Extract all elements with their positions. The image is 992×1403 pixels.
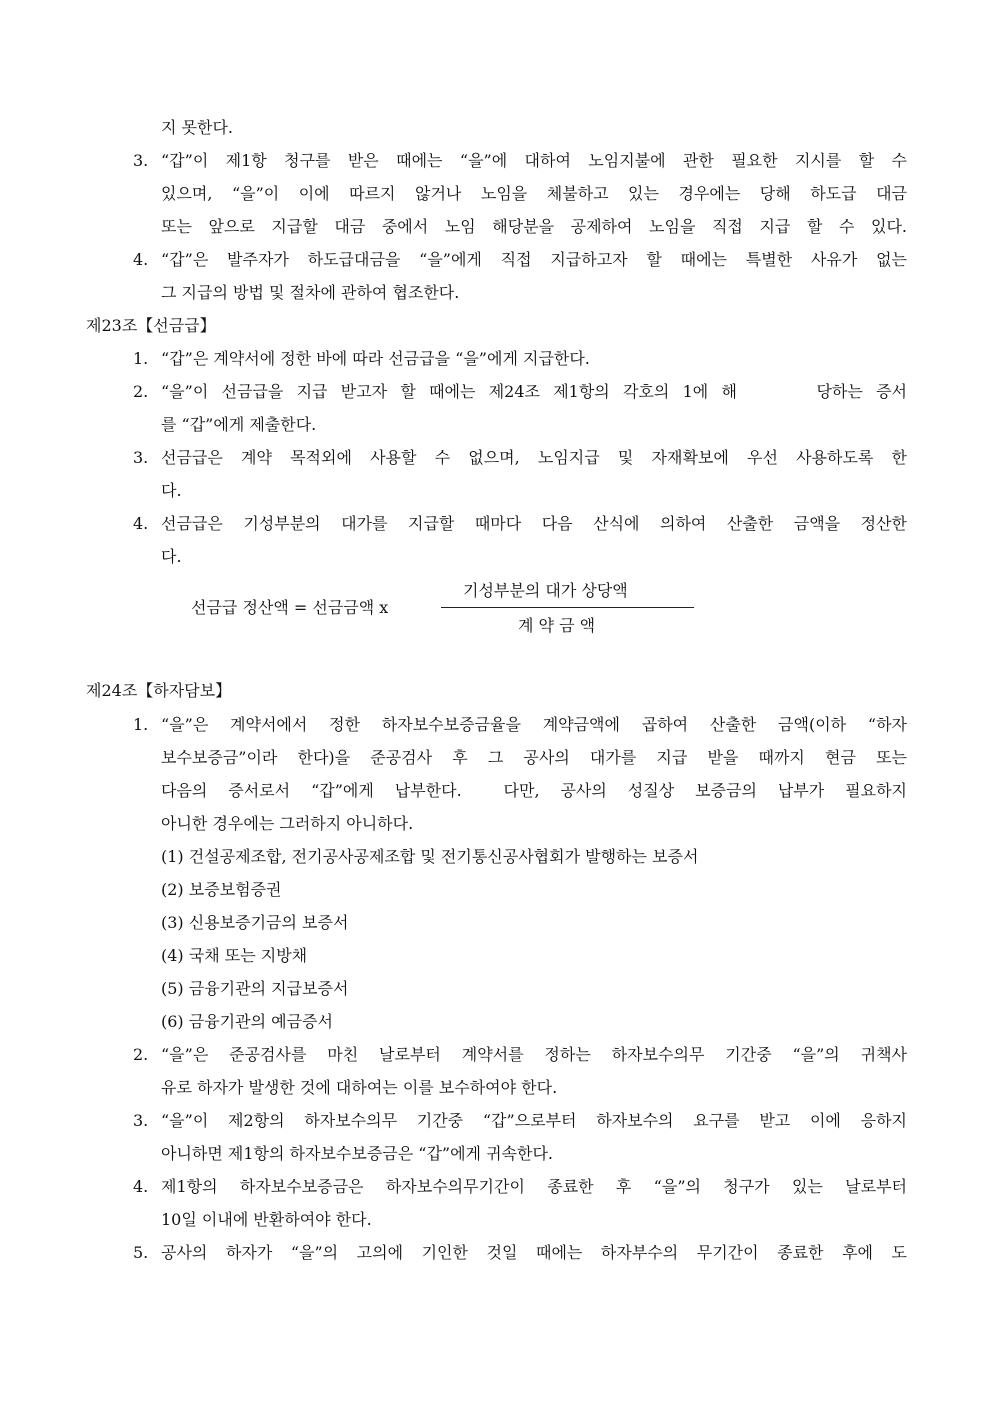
- clause-text: 를 “갑”에게 제출한다.: [161, 415, 317, 434]
- clause-text: 유로 하자가 발생한 것에 대하여는 이를 보수하여야 한다.: [161, 1078, 558, 1097]
- article-heading: 제24조【하자담보】: [86, 681, 232, 700]
- text-line: 지 못한다.: [161, 118, 233, 137]
- clause-text: 선금급은 기성부분의 대가를 지급할 때마다 다음 산식에 의하여 산출한 금액을 정산한: [161, 514, 907, 533]
- fraction-bar: [441, 607, 694, 608]
- clause-text: “을”은 계약서에서 정한 하자보수보증금율을 계약금액에 곱하여 산출한 금액(이하 “하자: [161, 715, 907, 734]
- clause-text: 또는 앞으로 지급할 대금 중에서 노임 해당분을 공제하여 노임을 직접 지급 할 수 있다.: [161, 217, 907, 236]
- list-item: (6) 금융기관의 예금증서: [161, 1012, 333, 1031]
- clause-text: 다음의 증서로서 “갑”에게 납부한다. 다만, 공사의 성질상 보증금의 납부가 필요하지: [161, 781, 907, 800]
- list-item: (5) 금융기관의 지급보증서: [161, 979, 349, 998]
- clause-text: “갑”이 제1항 청구를 받은 때에는 “을”에 대하여 노임지불에 관한 필요한 지시를 할 수: [161, 151, 907, 170]
- clause-text: 보수보증금”이라 한다)을 준공검사 후 그 공사의 대가를 지급 받을 때까지 현금 또는: [161, 748, 907, 767]
- clause-number: 2.: [133, 1045, 149, 1064]
- clause-text: “을”은 준공검사를 마친 날로부터 계약서를 정하는 하자보수의무 기간중 “을”의 귀책사: [161, 1045, 907, 1064]
- clause-text: “갑”은 계약서에 정한 바에 따라 선금급을 “을”에게 지급한다.: [161, 349, 590, 368]
- clause-text: 공사의 하자가 “을”의 고의에 기인한 것일 때에는 하자부수의 무기간이 종료한 후에 도: [161, 1243, 907, 1262]
- clause-number: 4.: [133, 250, 149, 269]
- clause-text: 다.: [161, 547, 182, 566]
- clause-number: 1.: [133, 715, 149, 734]
- clause-text: 다.: [161, 481, 182, 500]
- list-item: (3) 신용보증기금의 보증서: [161, 913, 349, 932]
- clause-number: 5.: [133, 1243, 149, 1262]
- formula-numerator: 기성부분의 대가 상당액: [463, 581, 628, 600]
- clause-number: 2.: [133, 382, 149, 401]
- clause-text: “을”이 선금급을 지급 받고자 할 때에는 제24조 제1항의 각호의 1에 해 당하는 증서: [161, 382, 907, 401]
- clause-text: 있으며, “을”이 이에 따르지 않거나 노임을 체불하고 있는 경우에는 당해 하도급 대금: [161, 184, 907, 203]
- clause-number: 4.: [133, 514, 149, 533]
- clause-number: 4.: [133, 1177, 149, 1196]
- clause-text: 아니한 경우에는 그러하지 아니하다.: [161, 814, 414, 833]
- clause-text: 선금급은 계약 목적외에 사용할 수 없으며, 노임지급 및 자재확보에 우선 사용하도록 한: [161, 448, 907, 467]
- clause-number: 1.: [133, 349, 149, 368]
- formula-denominator: 계 약 금 액: [518, 616, 596, 635]
- formula-lhs: 선금급 정산액 = 선금금액 x: [191, 598, 389, 617]
- clause-text: 그 지급의 방법 및 절차에 관하여 협조한다.: [161, 283, 460, 302]
- list-item: (1) 건설공제조합, 전기공사공제조합 및 전기통신공사협회가 발행하는 보증서: [161, 847, 699, 866]
- clause-number: 3.: [133, 151, 149, 170]
- clause-text: 제1항의 하자보수보증금은 하자보수의무기간이 종료한 후 “을”의 청구가 있는 날로부터: [161, 1177, 907, 1196]
- clause-text: 10일 이내에 반환하여야 한다.: [161, 1210, 372, 1229]
- list-item: (2) 보증보험증권: [161, 880, 282, 899]
- clause-text: “을”이 제2항의 하자보수의무 기간중 “갑”으로부터 하자보수의 요구를 받고 이에 응하지: [161, 1111, 907, 1130]
- clause-number: 3.: [133, 448, 149, 467]
- clause-number: 3.: [133, 1111, 149, 1130]
- clause-text: 아니하면 제1항의 하자보수보증금은 “갑”에게 귀속한다.: [161, 1144, 554, 1163]
- list-item: (4) 국채 또는 지방채: [161, 946, 308, 965]
- article-heading: 제23조【선금급】: [86, 316, 216, 335]
- clause-text: “갑”은 발주자가 하도급대금을 “을”에게 직접 지급하고자 할 때에는 특별한 사유가 없는: [161, 250, 907, 269]
